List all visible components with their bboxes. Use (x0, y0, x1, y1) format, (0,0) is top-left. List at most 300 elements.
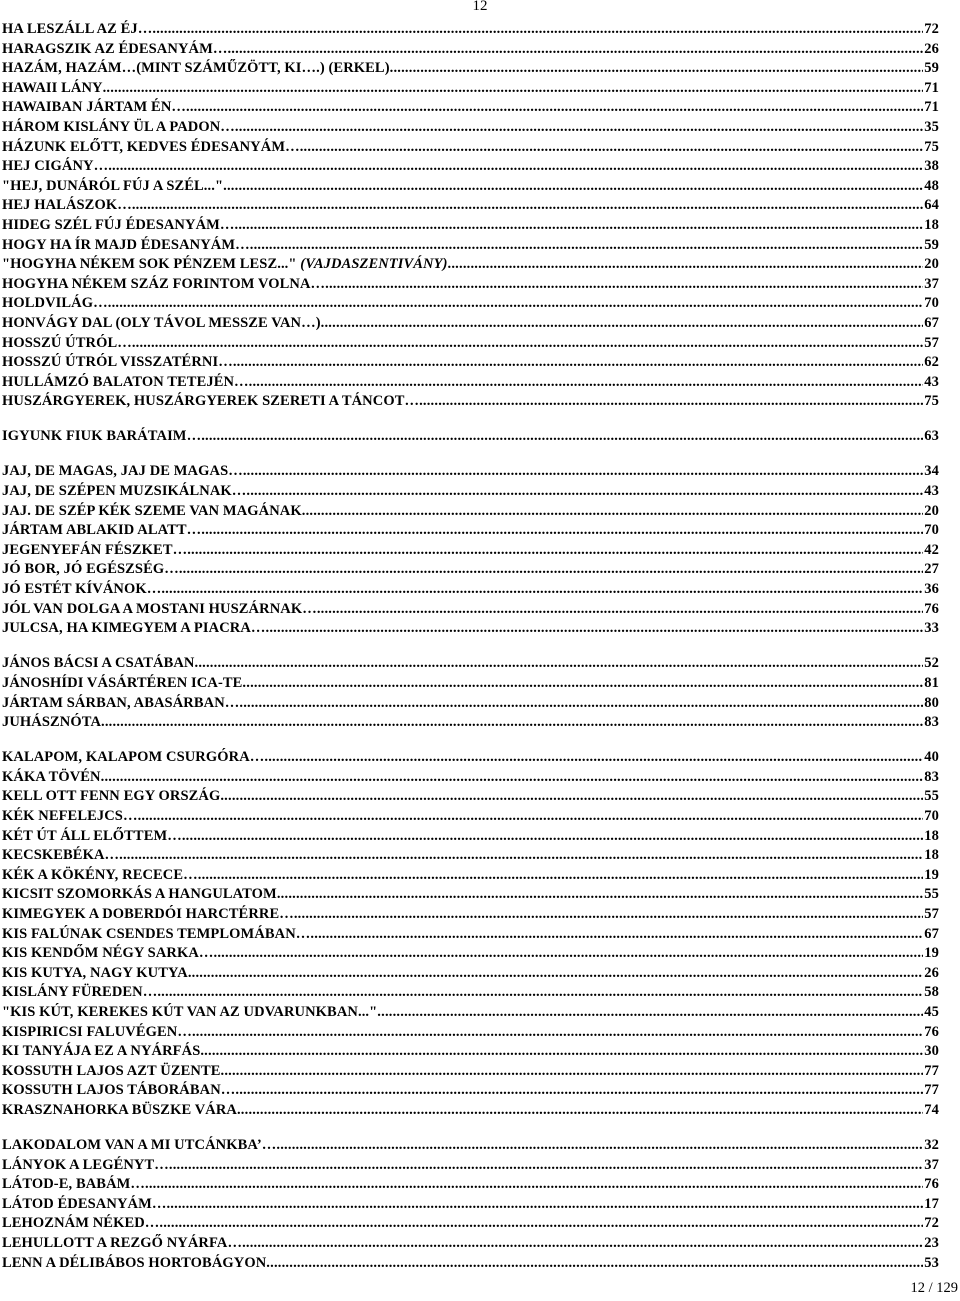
toc-entry-title-text: KÉT ÚT ÁLL ELŐTTEM… (2, 827, 182, 844)
toc-entry-title-text: HAWAII LÁNY (2, 79, 103, 96)
toc-entry-title-text: JÓ ESTÉT KÍVÁNOK… (2, 581, 162, 598)
toc-entry-title (2, 580, 161, 600)
toc-entry-title (2, 560, 179, 580)
toc-entry-title-text: HÁROM KISLÁNY ÜL A PADON… (2, 118, 235, 135)
toc-entry-title-text: LENN A DÉLIBÁBOS HORTOBÁGYON (2, 1254, 267, 1271)
toc-entry-page: 83 (924, 768, 939, 785)
toc-entry-page: 20 (924, 502, 939, 519)
dot-leader (201, 427, 923, 447)
toc-entry-page: 55 (924, 886, 939, 903)
dot-leader (187, 541, 923, 561)
toc-entry-title (2, 619, 266, 639)
toc-entry-title-text: KRASZNAHORKA BÜSZKE VÁRA (2, 1101, 237, 1118)
toc-entry-title-text: HULLÁMZÓ BALATON TETEJÉN… (2, 373, 249, 390)
toc-entry[interactable] (2, 694, 939, 714)
toc-entry[interactable] (2, 1042, 939, 1062)
toc-entry-page: 80 (924, 694, 939, 711)
toc-entry-title (2, 1042, 200, 1062)
toc-entry-title (2, 1136, 276, 1156)
toc-entry-page: 63 (924, 428, 939, 445)
dot-leader (317, 600, 923, 620)
dot-leader (390, 59, 924, 79)
toc-entry-title (2, 694, 239, 714)
toc-entry-title-text: JAJ, DE SZÉPEN MUZSIKÁLNAK… (2, 483, 247, 500)
dot-leader (243, 462, 923, 482)
toc-entry-title-text: KISPIRICSI FALUVÉGEN… (2, 1023, 192, 1040)
dot-leader (138, 807, 924, 827)
toc-entry-title-text: HARAGSZIK AZ ÉDESANYÁM… (2, 40, 228, 57)
toc-entry-title-italic: (VAJDASZENTIVÁNY) (300, 256, 448, 273)
toc-entry-page: 20 (924, 256, 939, 273)
dot-leader (161, 580, 923, 600)
toc-entry-title-text: KECSKEBÉKA… (2, 847, 120, 864)
toc-entry[interactable] (2, 944, 939, 964)
toc-entry[interactable] (2, 713, 939, 733)
toc-entry-page: 75 (924, 138, 939, 155)
toc-entry-page: 67 (924, 925, 939, 942)
toc-entry-title-text: KALAPOM, KALAPOM CSURGÓRA… (2, 749, 265, 766)
toc-entry-title-text: "KIS KÚT, KEREKES KÚT VAN AZ UDVARUNKBAN..." (2, 1003, 378, 1020)
dot-leader (264, 748, 923, 768)
dot-leader (108, 157, 923, 177)
page-indicator: 12 / 129 (910, 1280, 958, 1296)
dot-leader (198, 866, 924, 886)
toc-entry[interactable] (2, 827, 939, 847)
toc-entry-title (2, 1254, 266, 1274)
toc-entry[interactable] (2, 1023, 939, 1043)
toc-entry-page: 48 (924, 177, 939, 194)
toc-entry-title-text: JÁNOSHÍDI VÁSÁRTÉREN ICA-TE (2, 674, 243, 691)
toc-entry[interactable] (2, 373, 939, 393)
dot-leader (186, 98, 923, 118)
toc-entry-title-text: LÁTOD-E, BABÁM… (2, 1176, 146, 1193)
toc-entry-title-text: HIDEG SZÉL FÚJ ÉDESANYÁM… (2, 216, 235, 233)
toc-entry[interactable] (2, 1195, 939, 1215)
toc-entry-page: 30 (924, 1043, 939, 1060)
dot-leader (277, 885, 923, 905)
toc-entry-page: 58 (924, 984, 939, 1001)
toc-entry-title (2, 20, 152, 40)
toc-entry[interactable] (2, 541, 939, 561)
toc-entry-title (2, 157, 108, 177)
toc-entry-title (2, 905, 294, 925)
dot-leader (235, 1081, 923, 1101)
toc-entry[interactable] (2, 427, 939, 447)
toc-entry[interactable] (2, 983, 939, 1003)
dot-leader (266, 619, 924, 639)
toc-entry-title (2, 482, 246, 502)
toc-entry-page: 17 (924, 1195, 939, 1212)
toc-entry-title-text: LAKODALOM VAN A MI UTCÁNKBA’… (2, 1136, 277, 1153)
toc-entry[interactable] (2, 255, 939, 275)
dot-leader (419, 392, 923, 412)
toc-entry-page: 64 (924, 197, 939, 214)
toc-entry-title-text: HAWAIBAN JÁRTAM ÉN… (2, 99, 186, 116)
toc-entry[interactable] (2, 885, 939, 905)
dot-leader (325, 275, 923, 295)
toc-entry-title-text: KOSSUTH LAJOS AZT ÜZENTE (2, 1062, 221, 1079)
toc-entry-title (2, 1081, 235, 1101)
dot-leader (182, 827, 923, 847)
toc-entry-title-text: KELL OTT FENN EGY ORSZÁG (2, 788, 221, 805)
toc-entry-title (2, 1234, 242, 1254)
toc-entry-title-text: JEGENYEFÁN FÉSZKET… (2, 541, 188, 558)
dot-leader (377, 1003, 923, 1023)
toc-entry[interactable] (2, 1175, 939, 1195)
toc-entry-title (2, 654, 195, 674)
toc-entry-title-text: HOLDVILÁG… (2, 295, 108, 312)
toc-entry-page: 77 (924, 1062, 939, 1079)
toc-entry-page: 75 (924, 393, 939, 410)
toc-entry[interactable] (2, 964, 939, 984)
toc-entry-page: 43 (924, 483, 939, 500)
dot-leader (152, 20, 923, 40)
toc-entry[interactable] (2, 1136, 939, 1156)
toc-entry[interactable] (2, 20, 939, 40)
dot-leader (214, 944, 924, 964)
dot-leader (119, 846, 923, 866)
toc-entry-title-text: LÁTOD ÉDESANYÁM… (2, 1195, 167, 1212)
toc-entry[interactable] (2, 807, 939, 827)
toc-entry-page: 40 (924, 749, 939, 766)
toc-entry-title-text: HONVÁGY DAL (OLY TÁVOL MESSZE VAN…) (2, 314, 321, 331)
toc-entry-title (2, 827, 182, 847)
toc-entry-page: 72 (924, 1215, 939, 1232)
toc-entry[interactable] (2, 138, 939, 158)
toc-entry-title-text: JÓ BOR, JÓ EGÉSZSÉG… (2, 561, 179, 578)
toc-entry-page: 71 (924, 99, 939, 116)
toc-entry-title (2, 427, 201, 447)
toc-entry-page: 81 (924, 674, 939, 691)
toc-entry-page: 45 (924, 1003, 939, 1020)
toc-entry-page: 59 (924, 236, 939, 253)
toc-entry[interactable] (2, 619, 939, 639)
dot-leader (179, 560, 923, 580)
toc-entry[interactable] (2, 118, 939, 138)
toc-entry-title-text: HEJ HALÁSZOK… (2, 197, 132, 214)
toc-entry-title (2, 1195, 166, 1215)
toc-entry-title-text: LEHOZNÁM NÉKED… (2, 1215, 160, 1232)
toc-entry-title-text: JÁNOS BÁCSI A CSATÁBAN (2, 655, 195, 672)
toc-entry-page: 18 (924, 847, 939, 864)
toc-entry[interactable] (2, 392, 939, 412)
dot-leader (276, 1136, 923, 1156)
toc-entry-title (2, 674, 242, 694)
toc-entry-title (2, 79, 103, 99)
toc-entry-title (2, 59, 390, 79)
toc-entry-title (2, 846, 119, 866)
dot-leader (166, 1195, 923, 1215)
toc-entry-page: 70 (924, 807, 939, 824)
toc-entry-page: 18 (924, 827, 939, 844)
toc-entry-page: 67 (924, 314, 939, 331)
toc-entry-title (2, 600, 317, 620)
toc-entry[interactable] (2, 314, 939, 334)
toc-entry[interactable] (2, 600, 939, 620)
toc-entry-title-text: HAZÁM, HAZÁM…(MINT SZÁMŰZÖTT, KI….) (ERKEL) (2, 60, 390, 77)
toc-entry-page: 57 (924, 905, 939, 922)
toc-entry-title (2, 353, 233, 373)
toc-entry[interactable] (2, 236, 939, 256)
toc-entry[interactable] (2, 1254, 939, 1274)
toc-entry[interactable] (2, 905, 939, 925)
toc-entry-title (2, 255, 448, 275)
dot-leader (321, 314, 924, 334)
toc-entry[interactable] (2, 521, 939, 541)
toc-entry-title-text: KIMEGYEK A DOBERDÓI HARCTÉRRE… (2, 905, 294, 922)
dot-leader (239, 694, 923, 714)
toc-entry-page: 57 (924, 334, 939, 351)
dot-leader (223, 177, 923, 197)
toc-entry[interactable] (2, 353, 939, 373)
toc-entry-page: 34 (924, 463, 939, 480)
toc-entry-page: 26 (924, 964, 939, 981)
dot-leader (249, 373, 924, 393)
toc-entry-title-text: "HOGYHA NÉKEM SOK PÉNZEM LESZ..." (2, 256, 301, 273)
dot-leader (221, 1062, 924, 1082)
toc-entry-title (2, 373, 249, 393)
toc-entry[interactable] (2, 1234, 939, 1254)
toc-entry-page: 27 (924, 561, 939, 578)
toc-entry-title (2, 983, 157, 1003)
toc-entry-title (2, 1156, 169, 1176)
toc-entry[interactable] (2, 1101, 939, 1121)
toc-entry-title (2, 521, 201, 541)
dot-leader (233, 353, 923, 373)
toc-entry-title (2, 787, 220, 807)
toc-entry-title (2, 1023, 192, 1043)
toc-entry[interactable] (2, 462, 939, 482)
toc-entry-title (2, 275, 325, 295)
toc-entry[interactable] (2, 866, 939, 886)
toc-entry[interactable] (2, 157, 939, 177)
toc-entry[interactable] (2, 59, 939, 79)
toc-entry[interactable] (2, 502, 939, 522)
toc-entry[interactable] (2, 1003, 939, 1023)
toc-entry-title-text: HA LESZÁLL AZ ÉJ… (2, 21, 153, 37)
toc-entry-title-text: "HEJ, DUNÁRÓL FÚJ A SZÉL..." (2, 177, 224, 194)
toc-entry[interactable] (2, 654, 939, 674)
toc-entry-page: 42 (924, 541, 939, 558)
dot-leader (200, 1042, 923, 1062)
toc-entry-page: 43 (924, 373, 939, 390)
toc-entry-title-text: HUSZÁRGYEREK, HUSZÁRGYEREK SZERETI A TÁNCOT… (2, 393, 420, 410)
toc-entry-page: 71 (924, 79, 939, 96)
toc-entry-title-text: HOSSZÚ ÚTRÓL VISSZATÉRNI… (2, 354, 233, 371)
dot-leader (101, 768, 924, 788)
dot-leader (157, 983, 923, 1003)
toc-entry-title (2, 40, 227, 60)
toc-entry-title-text: KIS KENDŐM NÉGY SARKA… (2, 945, 214, 962)
toc-entry-page: 76 (924, 1176, 939, 1193)
toc-entry-title (2, 713, 101, 733)
toc-entry-title-text: JÁRTAM SÁRBAN, ABASÁRBAN… (2, 694, 240, 711)
dot-leader (159, 1214, 923, 1234)
dot-leader (132, 334, 923, 354)
dot-leader (246, 482, 923, 502)
toc-entry-title (2, 98, 186, 118)
toc-entry[interactable] (2, 196, 939, 216)
toc-entry-title-text: KÁKA TÖVÉN (2, 768, 101, 785)
toc-entry-title (2, 925, 310, 945)
toc-entry-page: 38 (924, 158, 939, 175)
toc-entry-page: 72 (924, 21, 939, 37)
toc-entry-page: 23 (924, 1234, 939, 1251)
toc-entry-title-text: IGYUNK FIUK BARÁTAIM… (2, 428, 202, 445)
toc-entry-page: 76 (924, 600, 939, 617)
toc-entry-title (2, 118, 235, 138)
toc-entry-title-text: HEJ CIGÁNY… (2, 158, 109, 175)
dot-leader (242, 1234, 923, 1254)
toc-entry-title (2, 462, 243, 482)
dot-leader (302, 502, 924, 522)
toc-entry-title-text: KI TANYÁJA EZ A NYÁRFÁS (2, 1043, 201, 1060)
toc-entry-title (2, 944, 214, 964)
toc-entry-title-text: JÁRTAM ABLAKID ALATT… (2, 522, 202, 539)
toc-entry-page: 62 (924, 354, 939, 371)
toc-entry[interactable] (2, 1156, 939, 1176)
dot-leader (310, 925, 923, 945)
toc-entry-page: 18 (924, 216, 939, 233)
toc-entry[interactable] (2, 846, 939, 866)
toc-entry-page: 33 (924, 620, 939, 637)
dot-leader (101, 713, 923, 733)
toc-entry-title (2, 807, 138, 827)
toc-entry-title-text: HOGY HA ÍR MAJD ÉDESANYÁM… (2, 236, 250, 253)
toc-entry-title-text: KÉK A KÖKÉNY, RECECE… (2, 866, 198, 883)
toc-entry-title-text: JUHÁSZNÓTA (2, 714, 102, 731)
toc-entry-title (2, 1214, 159, 1234)
toc-entry[interactable] (2, 177, 939, 197)
toc-entry-page: 59 (924, 60, 939, 77)
toc-entry-title-text: HÁZUNK ELŐTT, KEDVES ÉDESANYÁM… (2, 138, 300, 155)
dot-leader (242, 674, 923, 694)
toc-entry[interactable] (2, 294, 939, 314)
toc-entry[interactable] (2, 925, 939, 945)
toc-entry-page: 26 (924, 40, 939, 57)
toc-entry-title (2, 1003, 377, 1023)
toc-entry-page: 76 (924, 1023, 939, 1040)
toc-entry-title (2, 964, 188, 984)
toc-entry-title (2, 866, 198, 886)
toc-entry-title-text: HOGYHA NÉKEM SZÁZ FORINTOM VOLNA… (2, 275, 326, 292)
toc-entry[interactable] (2, 768, 939, 788)
toc-entry-title-text: JULCSA, HA KIMEGYEM A PIACRA… (2, 620, 266, 637)
dot-leader (227, 40, 923, 60)
toc-entry-page: 83 (924, 714, 939, 731)
toc-entry-title-text: JAJ. DE SZÉP KÉK SZEME VAN MAGÁNAK (2, 502, 302, 519)
toc-entry[interactable] (2, 79, 939, 99)
dot-leader (220, 787, 923, 807)
toc-entry[interactable] (2, 334, 939, 354)
toc-entry-title (2, 196, 132, 216)
toc-entry-page: 53 (924, 1254, 939, 1271)
dot-leader (294, 905, 923, 925)
toc-entry-title (2, 216, 235, 236)
toc-entry[interactable] (2, 674, 939, 694)
toc-entry-title (2, 294, 108, 314)
toc-entry-page: 70 (924, 295, 939, 312)
toc-entry-page: 35 (924, 118, 939, 135)
dot-leader (235, 118, 923, 138)
toc-entry-title-text: LÁNYOK A LEGÉNYT… (2, 1156, 169, 1173)
toc-entry-page: 37 (924, 275, 939, 292)
toc-entry-title-text: KISLÁNY FÜREDEN… (2, 984, 158, 1001)
toc-entry-title (2, 768, 101, 788)
toc-entry-title (2, 1062, 221, 1082)
page-number-header: 12 (472, 0, 488, 14)
toc-entry[interactable] (2, 748, 939, 768)
toc-entry-title-text: KIS FALÚNAK CSENDES TEMPLOMÁBAN… (2, 925, 311, 942)
toc-entry-title (2, 236, 250, 256)
toc-entry-title (2, 502, 302, 522)
toc-entry-title-text: JÓL VAN DOLGA A MOSTANI HUSZÁRNAK… (2, 600, 317, 617)
toc-entry-title (2, 334, 132, 354)
toc-entry-title (2, 885, 277, 905)
dot-leader (169, 1156, 923, 1176)
dot-leader (235, 216, 924, 236)
toc-entry[interactable] (2, 787, 939, 807)
toc-entry-title (2, 1175, 145, 1195)
toc-entry-title-text: KICSIT SZOMORKÁS A HANGULATOM (2, 886, 277, 903)
toc-entry[interactable] (2, 580, 939, 600)
toc-entry[interactable] (2, 40, 939, 60)
toc-entry-title (2, 541, 187, 561)
dot-leader (188, 964, 923, 984)
toc-entry[interactable] (2, 1214, 939, 1234)
toc-entry-title-text: HOSSZÚ ÚTRÓL… (2, 334, 132, 351)
toc-entry-title (2, 748, 264, 768)
dot-leader (448, 255, 924, 275)
toc-entry-title (2, 1101, 237, 1121)
toc-entry-title (2, 314, 321, 334)
dot-leader (145, 1175, 923, 1195)
toc-entry-page: 55 (924, 788, 939, 805)
dot-leader (201, 521, 923, 541)
toc-entry-title-text: KÉK NEFELEJCS… (2, 807, 138, 824)
toc-entry[interactable] (2, 560, 939, 580)
dot-leader (103, 79, 924, 99)
toc-entry-page: 32 (924, 1136, 939, 1153)
toc-entry-title-text: KOSSUTH LAJOS TÁBORÁBAN… (2, 1082, 236, 1099)
toc-entry[interactable] (2, 275, 939, 295)
toc-entry-page: 37 (924, 1156, 939, 1173)
toc-entry-title-text: JAJ, DE MAGAS, JAJ DE MAGAS… (2, 463, 243, 480)
toc-entry-page: 19 (924, 866, 939, 883)
toc-entry[interactable] (2, 1081, 939, 1101)
dot-leader (237, 1101, 923, 1121)
dot-leader (132, 196, 923, 216)
toc-entry[interactable] (2, 98, 939, 118)
toc-entry-page: 19 (924, 945, 939, 962)
dot-leader (192, 1023, 923, 1043)
dot-leader (195, 654, 924, 674)
toc-entry-title-text: LEHULLOTT A REZGŐ NYÁRFA… (2, 1234, 243, 1251)
toc-entry-page: 70 (924, 522, 939, 539)
table-of-contents (2, 20, 939, 1273)
dot-leader (250, 236, 924, 256)
toc-entry[interactable] (2, 482, 939, 502)
toc-entry[interactable] (2, 216, 939, 236)
toc-entry-page: 77 (924, 1082, 939, 1099)
toc-entry[interactable] (2, 1062, 939, 1082)
toc-entry-page: 52 (924, 655, 939, 672)
dot-leader (300, 138, 924, 158)
toc-entry-page: 74 (924, 1101, 939, 1118)
dot-leader (266, 1254, 923, 1274)
toc-entry-page: 36 (924, 581, 939, 598)
toc-entry-title (2, 177, 223, 197)
